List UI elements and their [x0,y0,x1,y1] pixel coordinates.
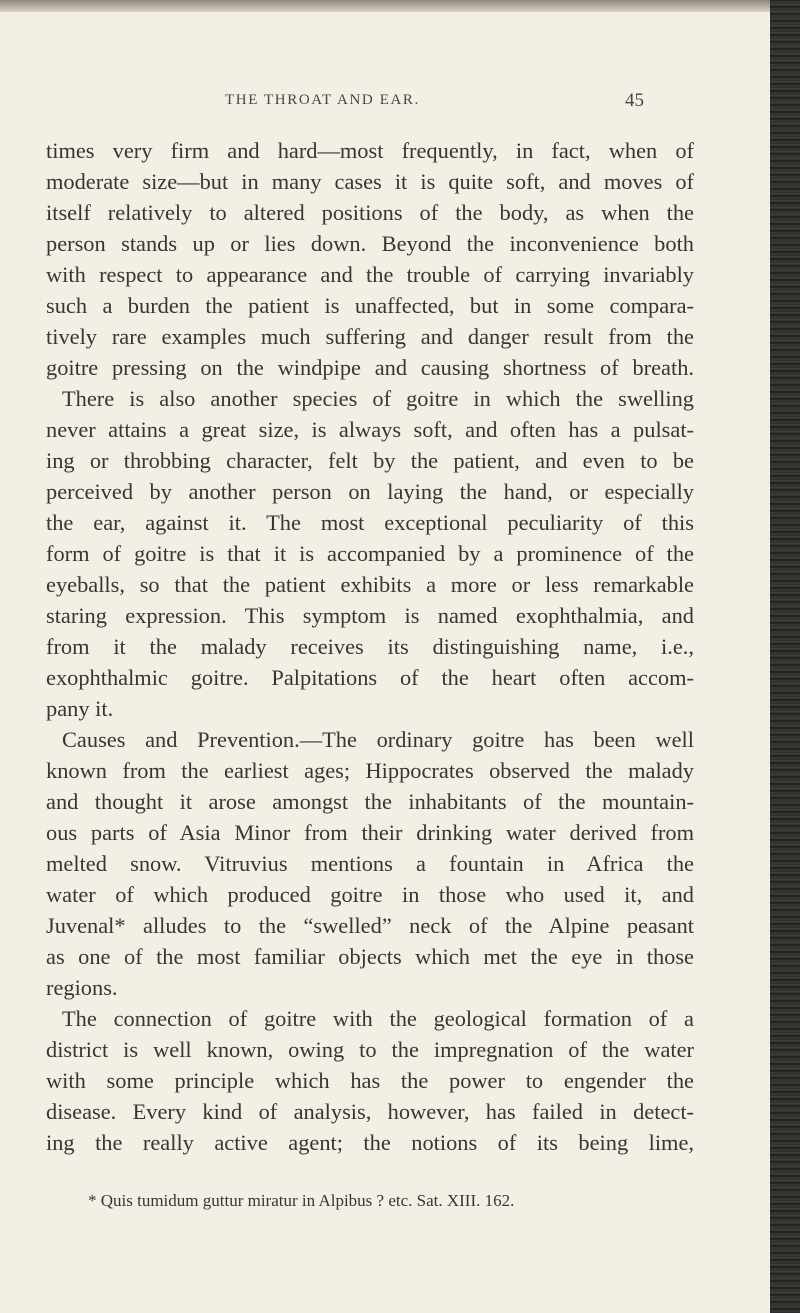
body-text-line: The connection of goitre with the geological formation of a [62,1006,694,1031]
body-text-line: form of goitre is that it is accompanied by a prominence of the [46,541,694,566]
body-text-line: Juvenal* alludes to the “swelled” neck of the Alpine peasant [46,913,694,938]
body-text-line: moderate size—but in many cases it is quite soft, and moves of [46,169,694,194]
scan-edge-strip [770,0,800,1313]
running-head-title: THE THROAT AND EAR. [225,92,420,108]
body-text-line: Causes and Prevention.—The ordinary goitre has been well [62,727,694,752]
body-text-line: as one of the most familiar objects which met the eye in those [46,944,694,969]
body-text-line: known from the earliest ages; Hippocrates observed the malady [46,758,694,783]
body-text-line: regions. [46,975,118,1000]
body-text-line: exophthalmic goitre. Palpitations of the heart often accom- [46,665,694,690]
body-text-line: person stands up or lies down. Beyond the inconvenience both [46,231,694,256]
body-text-line: itself relatively to altered positions of the body, as when the [46,200,694,225]
body-text-line: goitre pressing on the windpipe and causing shortness of breath. [46,355,694,380]
body-text-line: times very firm and hard—most frequently, in fact, when of [46,138,694,163]
body-text-line: with some principle which has the power to engender the [46,1068,694,1093]
footnote: * Quis tumidum guttur miratur in Alpibus ? etc. Sat. XIII. 162. [88,1191,515,1210]
body-text-line: melted snow. Vitruvius mentions a fountain in Africa the [46,851,694,876]
body-text-line: pany it. [46,696,114,721]
body-text-line: ous parts of Asia Minor from their drinking water derived from [46,820,694,845]
body-text-line: eyeballs, so that the patient exhibits a more or less remarkable [46,572,694,597]
body-text-line: never attains a great size, is always soft, and often has a pulsat- [46,417,694,442]
body-text-line: water of which produced goitre in those who used it, and [46,882,694,907]
body-text-line: with respect to appearance and the trouble of carrying invariably [46,262,694,287]
body-text-line: disease. Every kind of analysis, however, has failed in detect- [46,1099,694,1124]
body-text-line: and thought it arose amongst the inhabitants of the mountain- [46,789,694,814]
body-text-line: from it the malady receives its distinguishing name, i.e., [46,634,694,659]
page-number: 45 [625,90,644,111]
running-head [0,92,770,116]
body-text-line: the ear, against it. The most exceptional peculiarity of this [46,510,694,535]
body-text-line: ing or throbbing character, felt by the patient, and even to be [46,448,694,473]
body-text-line: staring expression. This symptom is named exophthalmia, and [46,603,694,628]
body-text-line: ing the really active agent; the notions of its being lime, [46,1130,694,1155]
body-text-line: such a burden the patient is unaffected, but in some compara- [46,293,694,318]
body-text-line: district is well known, owing to the impregnation of the water [46,1037,694,1062]
body-text-line: There is also another species of goitre in which the swelling [62,386,694,411]
body-text-line: tively rare examples much suffering and danger result from the [46,324,694,349]
body-text-line: perceived by another person on laying the hand, or especially [46,479,694,504]
